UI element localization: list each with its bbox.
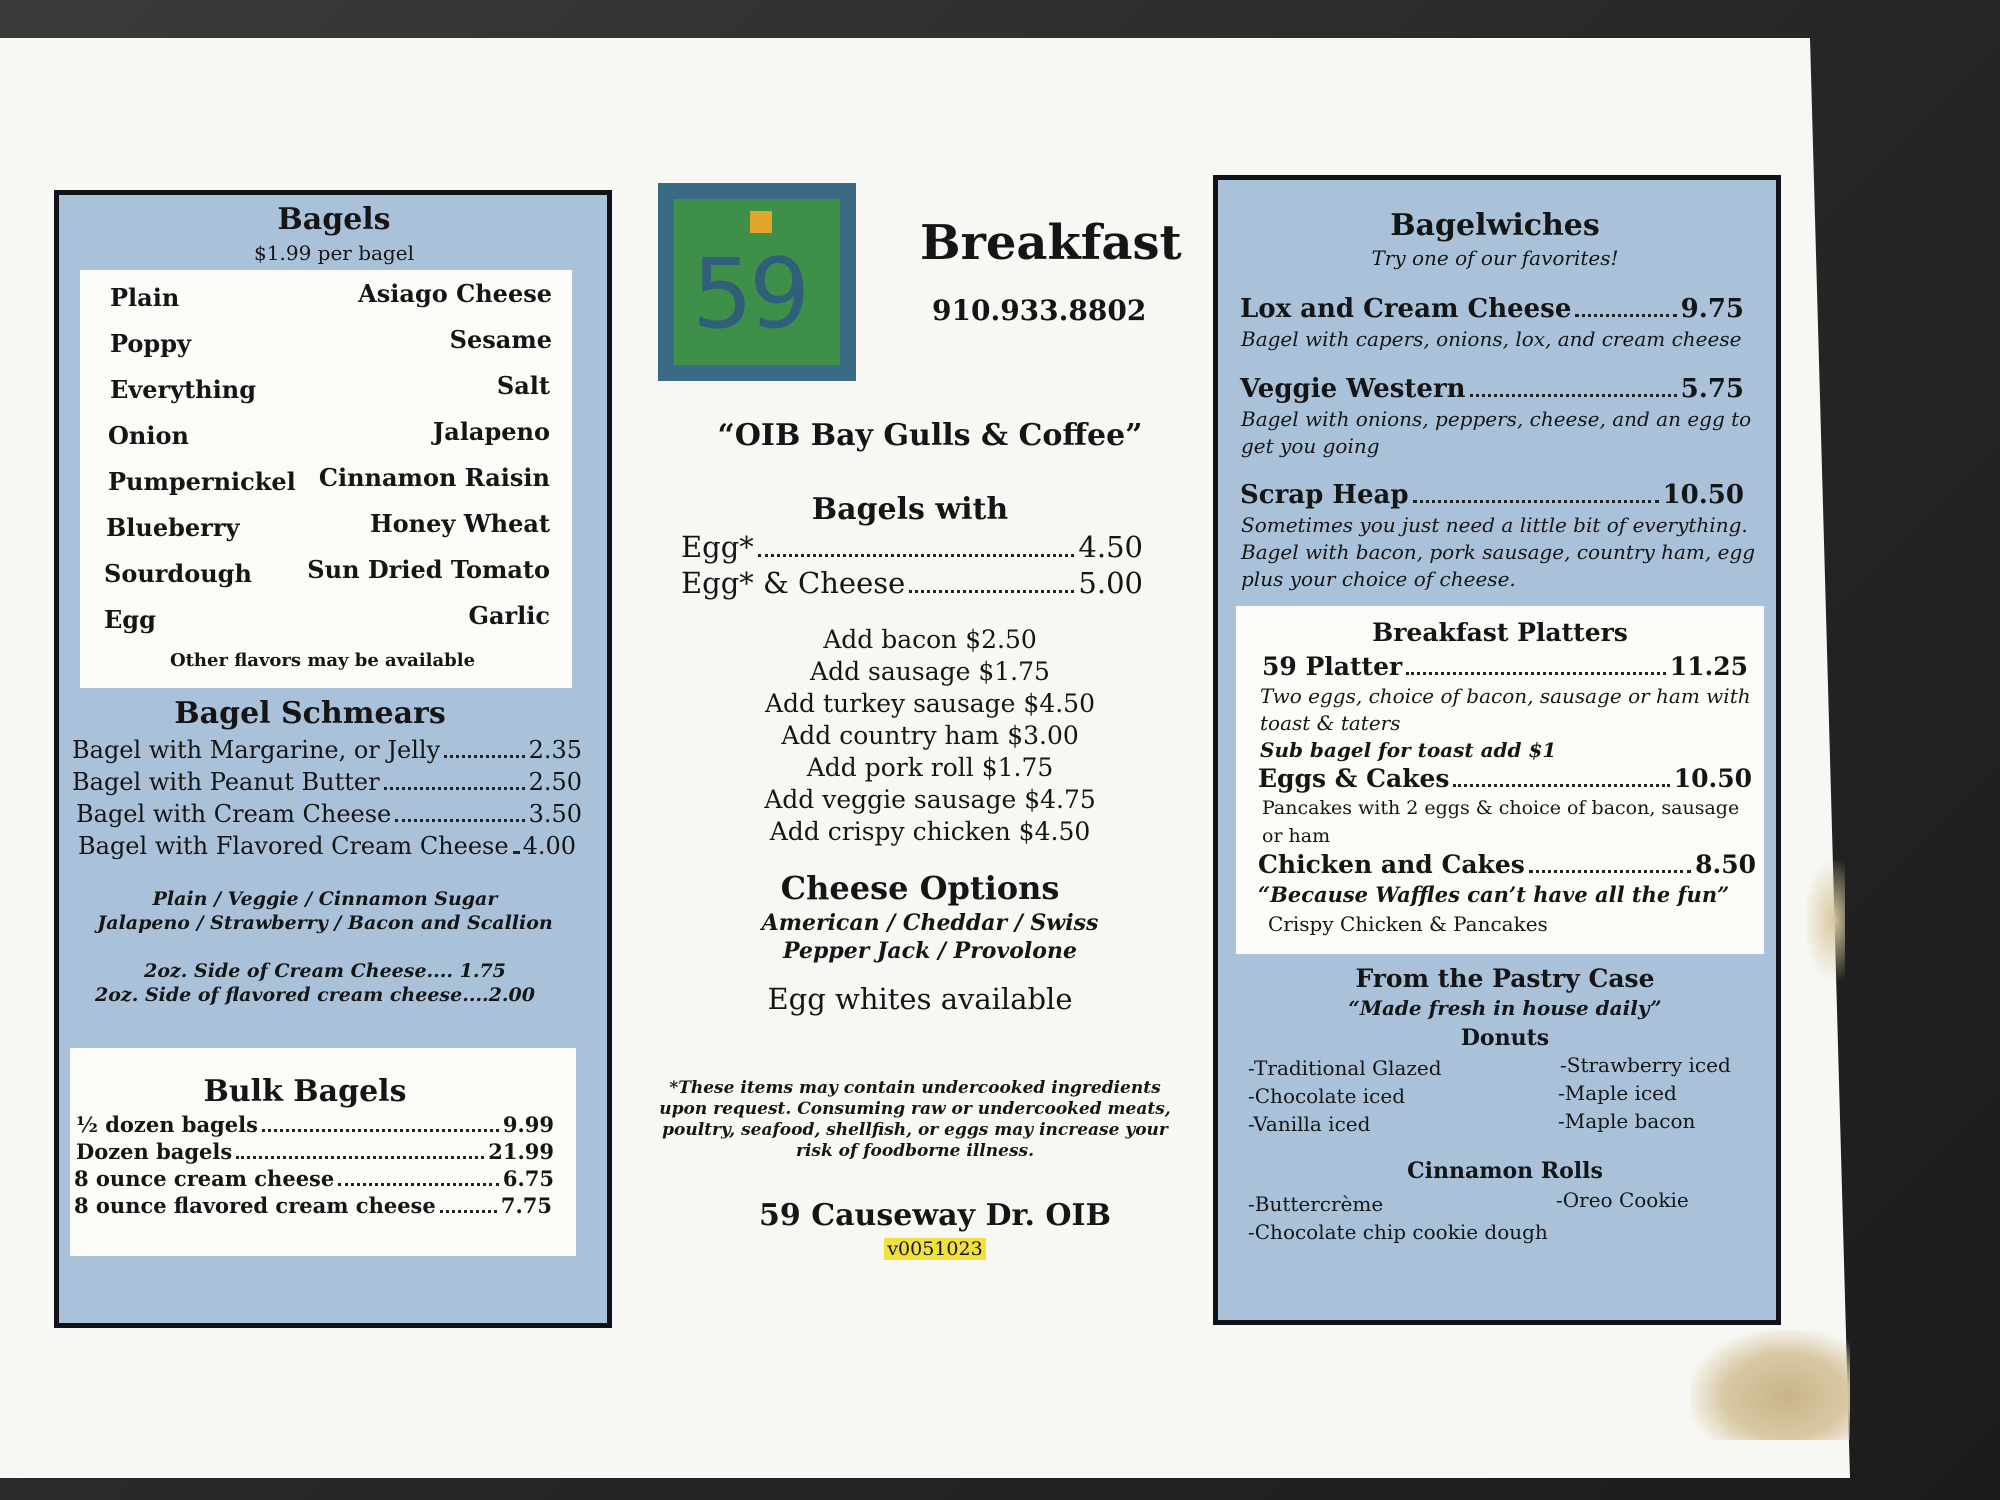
restaurant-logo: 59	[658, 183, 856, 381]
cheese-options-title: Cheese Options	[780, 869, 1060, 907]
disclaimer: upon request. Consuming raw or undercooked meats,	[659, 1099, 1171, 1119]
bagelwich-desc: get you going	[1241, 434, 1380, 458]
platters-title: Breakfast Platters	[1372, 618, 1628, 647]
bagel-flavor: Plain	[110, 283, 180, 312]
addon-item: Add veggie sausage $4.75	[764, 785, 1096, 814]
bagel-flavor: Pumpernickel	[108, 467, 296, 496]
tagline: “OIB Bay Gulls & Coffee”	[717, 418, 1143, 453]
bagelwich-item: Veggie Western 5.75	[1240, 374, 1744, 404]
schmear-item: Bagel with Peanut Butter 2.50	[72, 768, 582, 796]
addon-item: Add country ham $3.00	[781, 721, 1079, 750]
bagel-flavor: Sesame	[449, 325, 552, 354]
bagelwich-desc: Bagel with bacon, pork sausage, country ham, egg	[1241, 540, 1756, 564]
bagelwich-desc: Sometimes you just need a little bit of everything.	[1241, 513, 1748, 537]
addon-item: Add pork roll $1.75	[806, 753, 1054, 782]
schmear-item: Bagel with Margarine, or Jelly 2.35	[72, 736, 582, 764]
bulk-item: Dozen bagels 21.99	[76, 1139, 554, 1164]
bagel-flavor: Jalapeno	[432, 417, 550, 446]
bagelwich-item: Lox and Cream Cheese 9.75	[1240, 294, 1744, 324]
platter-quote: “Because Waffles can’t have all the fun”	[1258, 882, 1730, 907]
platter-desc: toast & taters	[1260, 711, 1401, 735]
bagel-flavor: Sourdough	[104, 559, 252, 588]
bulk-title: Bulk Bagels	[203, 1074, 407, 1109]
paper-stain	[1805, 860, 1845, 980]
donut-item: -Maple bacon	[1558, 1109, 1696, 1133]
bagels-with-title: Bagels with	[811, 492, 1009, 527]
donuts-title: Donuts	[1460, 1025, 1550, 1051]
page-title: Breakfast	[920, 215, 1182, 271]
bagel-flavor: Blueberry	[106, 513, 240, 542]
platter-sub-note: Sub bagel for toast add $1	[1260, 738, 1557, 762]
cheese-options: American / Cheddar / Swiss	[761, 910, 1099, 936]
cinnamon-roll-item: -Chocolate chip cookie dough	[1248, 1220, 1548, 1244]
bagelwich-item: Scrap Heap 10.50	[1240, 480, 1744, 510]
platter-desc: Crispy Chicken & Pancakes	[1268, 912, 1548, 936]
cinnamon-rolls-title: Cinnamon Rolls	[1407, 1158, 1603, 1184]
platter-item: 59 Platter 11.25	[1262, 652, 1748, 681]
bagel-flavor: Salt	[496, 371, 550, 400]
bagelwich-desc: Bagel with onions, peppers, cheese, and an egg to	[1241, 407, 1752, 431]
schmears-title: Bagel Schmears	[174, 696, 446, 731]
bagels-with-item: Egg* 4.50	[681, 530, 1143, 564]
platter-desc: Pancakes with 2 eggs & choice of bacon, sausage	[1262, 797, 1740, 819]
paper-stain	[1690, 1330, 1850, 1440]
schmear-item: Bagel with Flavored Cream Cheese 4.00	[78, 832, 576, 860]
bagel-flavor: Egg	[104, 605, 156, 634]
bagel-flavor: Garlic	[468, 601, 550, 630]
schmear-flavors: Jalapeno / Strawberry / Bacon and Scallion	[97, 912, 553, 934]
bagel-flavor: Honey Wheat	[369, 509, 550, 538]
addon-item: Add crispy chicken $4.50	[769, 817, 1091, 846]
platter-desc: Two eggs, choice of bacon, sausage or ham with	[1260, 684, 1751, 708]
donut-item: -Vanilla iced	[1248, 1112, 1371, 1136]
bulk-item: 8 ounce cream cheese 6.75	[74, 1166, 554, 1191]
platter-desc: or ham	[1262, 825, 1331, 847]
cheese-options: Pepper Jack / Provolone	[783, 938, 1077, 964]
bagel-flavor: Onion	[108, 421, 189, 450]
cream-cheese-side: 2oz. Side of flavored cream cheese....2.00	[95, 984, 535, 1006]
bagel-flavor: Asiago Cheese	[358, 279, 552, 308]
phone-number: 910.933.8802	[932, 294, 1147, 327]
version-code: v0051023	[820, 1238, 1050, 1260]
bagel-flavor: Poppy	[110, 329, 191, 358]
donut-item: -Maple iced	[1558, 1081, 1677, 1105]
addon-item: Add bacon $2.50	[823, 625, 1037, 654]
disclaimer: poultry, seafood, shellfish, or eggs may increase your	[662, 1120, 1168, 1140]
bagels-title: Bagels	[277, 202, 391, 237]
bulk-item: 8 ounce flavored cream cheese 7.75	[74, 1193, 552, 1218]
cinnamon-roll-item: -Oreo Cookie	[1556, 1188, 1689, 1212]
bagel-flavor: Everything	[110, 375, 256, 404]
bagels-with-item: Egg* & Cheese 5.00	[681, 566, 1143, 600]
platter-item: Eggs & Cakes 10.50	[1258, 764, 1752, 793]
address: 59 Causeway Dr. OIB	[759, 1198, 1111, 1233]
disclaimer: risk of foodborne illness.	[795, 1141, 1035, 1161]
addon-item: Add sausage $1.75	[810, 657, 1050, 686]
bagels-price: $1.99 per bagel	[254, 241, 414, 265]
schmear-flavors: Plain / Veggie / Cinnamon Sugar	[152, 888, 498, 910]
bagels-note: Other flavors may be available	[169, 650, 476, 671]
donut-item: -Traditional Glazed	[1248, 1056, 1442, 1080]
schmear-item: Bagel with Cream Cheese 3.50	[76, 800, 582, 828]
bagelwiches-title: Bagelwiches	[1390, 208, 1600, 243]
bulk-item: ½ dozen bagels 9.99	[76, 1112, 554, 1137]
addon-item: Add turkey sausage $4.50	[764, 689, 1095, 718]
cinnamon-roll-item: -Buttercrème	[1248, 1192, 1384, 1216]
bagelwich-desc: Bagel with capers, onions, lox, and cream cheese	[1241, 327, 1742, 351]
bagel-flavor: Sun Dried Tomato	[307, 555, 550, 584]
bagelwiches-subtitle: Try one of our favorites!	[1371, 246, 1619, 270]
disclaimer: *These items may contain undercooked ingredients	[669, 1078, 1161, 1098]
cream-cheese-side: 2oz. Side of Cream Cheese.... 1.75	[144, 960, 506, 982]
donut-item: -Strawberry iced	[1560, 1053, 1731, 1077]
egg-whites-note: Egg whites available	[767, 982, 1073, 1016]
platter-item: Chicken and Cakes 8.50	[1258, 850, 1756, 879]
pastry-subtitle: “Made fresh in house daily”	[1348, 996, 1662, 1020]
bagelwich-desc: plus your choice of cheese.	[1241, 567, 1516, 591]
bagel-flavor: Cinnamon Raisin	[318, 463, 550, 492]
donut-item: -Chocolate iced	[1248, 1084, 1406, 1108]
pastry-title: From the Pastry Case	[1355, 964, 1655, 993]
